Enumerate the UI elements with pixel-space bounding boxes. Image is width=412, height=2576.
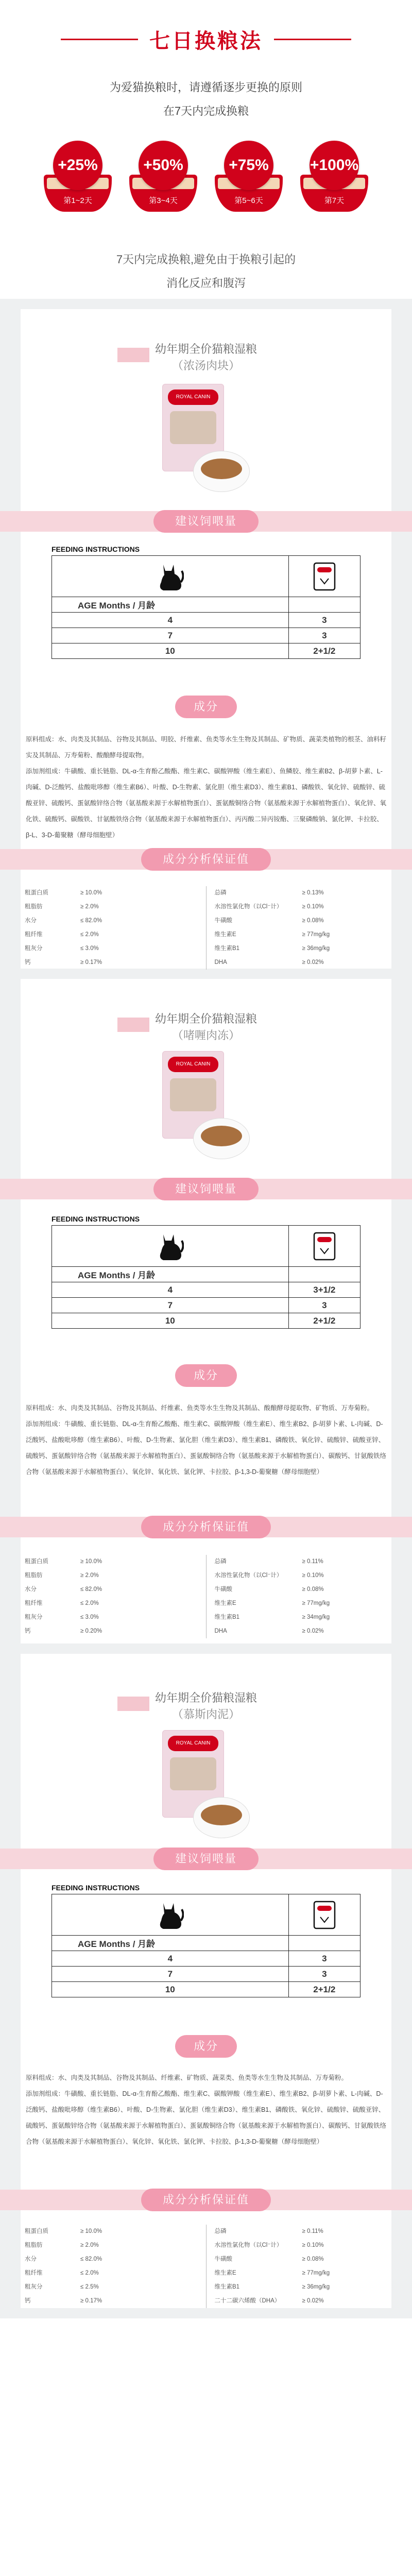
- cat-icon: [156, 562, 184, 591]
- pouch-icon: [309, 561, 340, 592]
- table-row: 粗灰分 ≤ 3.0% 维生素B1 ≥ 34mg/kg: [25, 1611, 387, 1624]
- table-row: 粗纤维 ≤ 2.0% 维生素E ≥ 77mg/kg: [25, 1597, 387, 1611]
- brand-logo: ROYAL CANIN: [168, 1057, 218, 1072]
- age-value: 4: [52, 613, 289, 628]
- step-1: [44, 141, 112, 212]
- product-image: [162, 1730, 250, 1838]
- transition-steps: [0, 141, 412, 212]
- age-header: AGE Months / 月龄: [52, 1936, 289, 1951]
- table-row: [52, 1967, 360, 1982]
- table-row: 粗蛋白质 ≥ 10.0% 总磷 ≥ 0.11%: [25, 1555, 387, 1569]
- pouch-value: 3: [288, 613, 360, 628]
- age-header: AGE Months / 月龄: [52, 1267, 289, 1282]
- age-value: 4: [52, 1282, 289, 1298]
- age-header: AGE Months / 月龄: [52, 597, 289, 613]
- age-value: 7: [52, 1298, 289, 1313]
- table-row: [52, 1282, 360, 1298]
- pouch-icon: [309, 1231, 340, 1262]
- feeding-instructions: [52, 1215, 360, 1329]
- table-row: 粗纤维 ≤ 2.0% 维生素E ≥ 77mg/kg: [25, 928, 387, 942]
- product-image: [162, 384, 250, 492]
- product-name: 幼年期全价猫粮湿粮: [154, 1012, 257, 1025]
- pouch-icon: [309, 1900, 340, 1930]
- ingredients-badge: 成分: [175, 1364, 237, 1387]
- table-row: [52, 1982, 360, 1997]
- ingredients-text: 原料组成：水、肉类及其制品、谷物及其制品、纤维素、鱼类等水生生物及其制品、酸酿酵母提取物、矿物质、万寿菊粉。 添加剂组成：牛磺酸、重长链脂、DL-α-生育酚乙酸酯、维生素C、碳酸钾酸（维生素E）、维生素B2、β-胡萝卜素、L-肉碱、D-泛酸钙、盐酸吡哆醇（维生素B6）、叶酸、D-生物素、氯化胆（维生素D3）、维生素B1、磷酸铁、氧化锌、硫酸锌、硫酸亚锌、硫酸钙、蛋氨酸锌络合物（氨基酸来源于水解植物蛋白）、蛋氨酸铜络合物（氨基酸来源于水解植物蛋白）、碳酸钙、甘氨酸铁络合物（氨基酸来源于水解植物蛋白）、氧化锌、氧化铁、氯化钾、卡拉胶、β-1,3-D-葡聚糖（酵母细胞壁）: [26, 1404, 387, 1476]
- brand-logo: ROYAL CANIN: [168, 389, 218, 405]
- product-title: [0, 1690, 412, 1723]
- table-row: 钙 ≥ 0.17% 二十二碳六烯酸（DHA） ≥ 0.02%: [25, 2294, 387, 2308]
- table-row: [52, 613, 360, 628]
- age-value: 10: [52, 1313, 289, 1329]
- brand-logo: ROYAL CANIN: [168, 1736, 218, 1751]
- feeding-heading: FEEDING INSTRUCTIONS: [52, 1884, 140, 1892]
- feeding-heading: FEEDING INSTRUCTIONS: [52, 1215, 140, 1223]
- step-days: 第7天: [324, 196, 345, 205]
- product-title: [0, 341, 412, 374]
- product-variant: （慕斯肉泥）: [171, 1708, 240, 1721]
- table-row: [52, 1951, 360, 1967]
- pouch-cell: [288, 1226, 360, 1267]
- step-4: [300, 141, 368, 212]
- step-percent: +75%: [224, 141, 273, 190]
- feeding-instructions: [52, 545, 360, 659]
- intro-text: [0, 76, 412, 123]
- product-name: 幼年期全价猫粮湿粮: [154, 343, 257, 355]
- table-row: 水分 ≤ 82.0% 牛磺酸 ≥ 0.08%: [25, 1583, 387, 1597]
- feeding-badge: 建议饲喂量: [153, 1848, 259, 1870]
- cat-cell: [52, 1894, 289, 1936]
- step-percent: +50%: [139, 141, 188, 190]
- table-row: 粗脂肪 ≥ 2.0% 水溶性氯化物（以Cl⁻计） ≥ 0.10%: [25, 1569, 387, 1583]
- pouch-value: 3: [288, 1967, 360, 1982]
- intro-line: 为爱猫换粮时，请遵循逐步更换的原则: [109, 81, 302, 94]
- kitten-image: [170, 411, 216, 444]
- analysis-badge: 成分分析保证值: [141, 1516, 271, 1538]
- age-value: 10: [52, 1982, 289, 1997]
- pouch-cell: [288, 1894, 360, 1936]
- cat-icon: [156, 1231, 184, 1261]
- table-row: 粗蛋白质 ≥ 10.0% 总磷 ≥ 0.11%: [25, 2225, 387, 2239]
- pouch-value: 2+1/2: [288, 643, 360, 659]
- table-row: 粗脂肪 ≥ 2.0% 水溶性氯化物（以Cl⁻计） ≥ 0.10%: [25, 2239, 387, 2252]
- table-row: 粗蛋白质 ≥ 10.0% 总磷 ≥ 0.13%: [25, 886, 387, 900]
- pouch-header: [288, 597, 360, 613]
- table-row: 钙 ≥ 0.17% DHA ≥ 0.02%: [25, 956, 387, 970]
- product-title: [0, 1011, 412, 1044]
- pouch-cell: [288, 556, 360, 597]
- table-row: 粗灰分 ≤ 3.0% 维生素B1 ≥ 36mg/kg: [25, 942, 387, 956]
- step-days: 第5~6天: [234, 196, 263, 205]
- age-value: 7: [52, 1967, 289, 1982]
- tagline: [0, 248, 412, 295]
- step-days: 第1~2天: [63, 196, 92, 205]
- analysis-badge: 成分分析保证值: [141, 2189, 271, 2211]
- step-days: 第3~4天: [149, 196, 178, 205]
- analysis-table: [25, 886, 387, 970]
- table-row: 粗脂肪 ≥ 2.0% 水溶性氯化物（以Cl⁻计） ≥ 0.10%: [25, 900, 387, 914]
- step-2: [129, 141, 197, 212]
- feeding-instructions: [52, 1884, 360, 1997]
- feeding-heading: FEEDING INSTRUCTIONS: [52, 545, 140, 553]
- feeding-badge: 建议饲喂量: [153, 510, 259, 533]
- pouch-value: 2+1/2: [288, 1313, 360, 1329]
- table-row: [52, 628, 360, 643]
- step-3: [215, 141, 283, 212]
- pouch-header: [288, 1267, 360, 1282]
- ingredients-text: 原料组成：水、肉类及其制品、谷物及其制品、明胶、纤维素、鱼类等水生生物及其制品、矿物质、蔬菜类植物的根茎、油料籽实及其制品、万寿菊粉、酸酿酵母提取物。 添加剂组成：牛磺酸、重长链脂、DL-α-生育酚乙酸酯、维生素C、碳酸钾酸（维生素E）、鱼鳞胶、维生素B2、β-胡萝卜素、L-肉碱、D-泛酸钙、盐酸吡哆醇（维生素B6）、叶酸、D-生物素、氯化胆（维生素D3）、维生素B1、磷酸铁、氧化锌、硫酸锌、硫酸亚锌、硫酸钙、蛋氨酸锌络合物（氨基酸来源于水解植物蛋白）、蛋氨酸铜络合物（氨基酸来源于水解植物蛋白）、氧化锌、氧化铁、硫酸钙、碳酸铁、甘氨酸铁络合物（氨基酸来源于水解植物蛋白）、丙丙酸二异丙铵酯、三聚磷酸钠、氯化钾、卡拉胶、β-L、3-D-葡聚糖（酵母细胞壁）: [26, 736, 387, 839]
- title-rule-right: [274, 39, 351, 40]
- pouch-value: 3: [288, 1298, 360, 1313]
- feeding-transition-section: [0, 0, 412, 289]
- table-row: 水分 ≤ 82.0% 牛磺酸 ≥ 0.08%: [25, 914, 387, 928]
- table-row: 粗纤维 ≤ 2.0% 维生素E ≥ 77mg/kg: [25, 2266, 387, 2280]
- feeding-table: [52, 1225, 360, 1329]
- age-value: 7: [52, 628, 289, 643]
- feeding-table: [52, 1894, 360, 1997]
- product-image: [162, 1051, 250, 1159]
- cat-icon: [156, 1900, 184, 1930]
- pouch-header: [288, 1936, 360, 1951]
- pouch-value: 3: [288, 628, 360, 643]
- title-row: [0, 25, 412, 54]
- step-percent: +100%: [310, 141, 359, 190]
- feeding-badge: 建议饲喂量: [153, 1178, 259, 1200]
- analysis-table: [25, 2225, 387, 2308]
- kitten-image: [170, 1078, 216, 1111]
- age-value: 4: [52, 1951, 289, 1967]
- ingredients-badge: 成分: [175, 696, 237, 718]
- table-row: 粗灰分 ≤ 2.5% 维生素B1 ≥ 36mg/kg: [25, 2280, 387, 2294]
- pouch-value: 2+1/2: [288, 1982, 360, 1997]
- product-name: 幼年期全价猫粮湿粮: [154, 1691, 257, 1704]
- cat-cell: [52, 556, 289, 597]
- intro-line: 在7天内完成换粮: [163, 105, 249, 117]
- ingredients-badge: 成分: [175, 2035, 237, 2058]
- feeding-table: [52, 555, 360, 659]
- step-percent: +25%: [53, 141, 102, 190]
- table-row: [52, 1298, 360, 1313]
- product-variant: （浓汤肉块）: [171, 359, 240, 372]
- cat-cell: [52, 1226, 289, 1267]
- analysis-table: [25, 1555, 387, 1638]
- food-bowl-image: [193, 1118, 250, 1159]
- table-row: 钙 ≥ 0.20% DHA ≥ 0.02%: [25, 1624, 387, 1638]
- product-section-2: [0, 979, 412, 1654]
- product-section-1: [0, 299, 412, 979]
- table-row: [52, 1313, 360, 1329]
- food-bowl-image: [193, 451, 250, 492]
- analysis-badge: 成分分析保证值: [141, 848, 271, 871]
- table-row: [52, 643, 360, 659]
- pouch-value: 3: [288, 1951, 360, 1967]
- kitten-image: [170, 1757, 216, 1790]
- page-title: 七日换粮法: [149, 30, 263, 53]
- product-variant: （啫喱肉冻）: [171, 1029, 240, 1042]
- pouch-value: 3+1/2: [288, 1282, 360, 1298]
- tagline-line: 7天内完成换粮,避免由于换粮引起的: [116, 253, 296, 266]
- product-section-3: [0, 1654, 412, 2318]
- tagline-line: 消化反应和腹泻: [166, 277, 246, 290]
- age-value: 10: [52, 643, 289, 659]
- ingredients-text: 原料组成：水、肉类及其制品、谷物及其制品、纤维素、矿物质、蔬菜类、鱼类等水生生物及其制品、万寿菊粉。 添加剂组成：牛磺酸、重长链脂、DL-α-生育酚乙酸酯、维生素C、碳酸钾酸（维生素E）、维生素B2、β-胡萝卜素、L-肉碱、D-泛酸钙、盐酸吡哆醇（维生素B6）、叶酸、D-生物素、氯化胆（维生素D3）、维生素B1、磷酸铁、氧化锌、硫酸锌、硫酸亚锌、硫酸钙、蛋氨酸锌络合物（氨基酸来源于水解植物蛋白）、蛋氨酸铜络合物（氨基酸来源于水解植物蛋白）、碳酸钙、甘氨酸铁络合物（氨基酸来源于水解植物蛋白）、氧化锌、氧化铁、氯化钾、卡拉胶、β-1,3-D-葡聚糖（酵母细胞壁）: [26, 2074, 387, 2145]
- table-row: 水分 ≤ 82.0% 牛磺酸 ≥ 0.08%: [25, 2252, 387, 2266]
- title-rule-left: [61, 39, 138, 40]
- food-bowl-image: [193, 1797, 250, 1838]
